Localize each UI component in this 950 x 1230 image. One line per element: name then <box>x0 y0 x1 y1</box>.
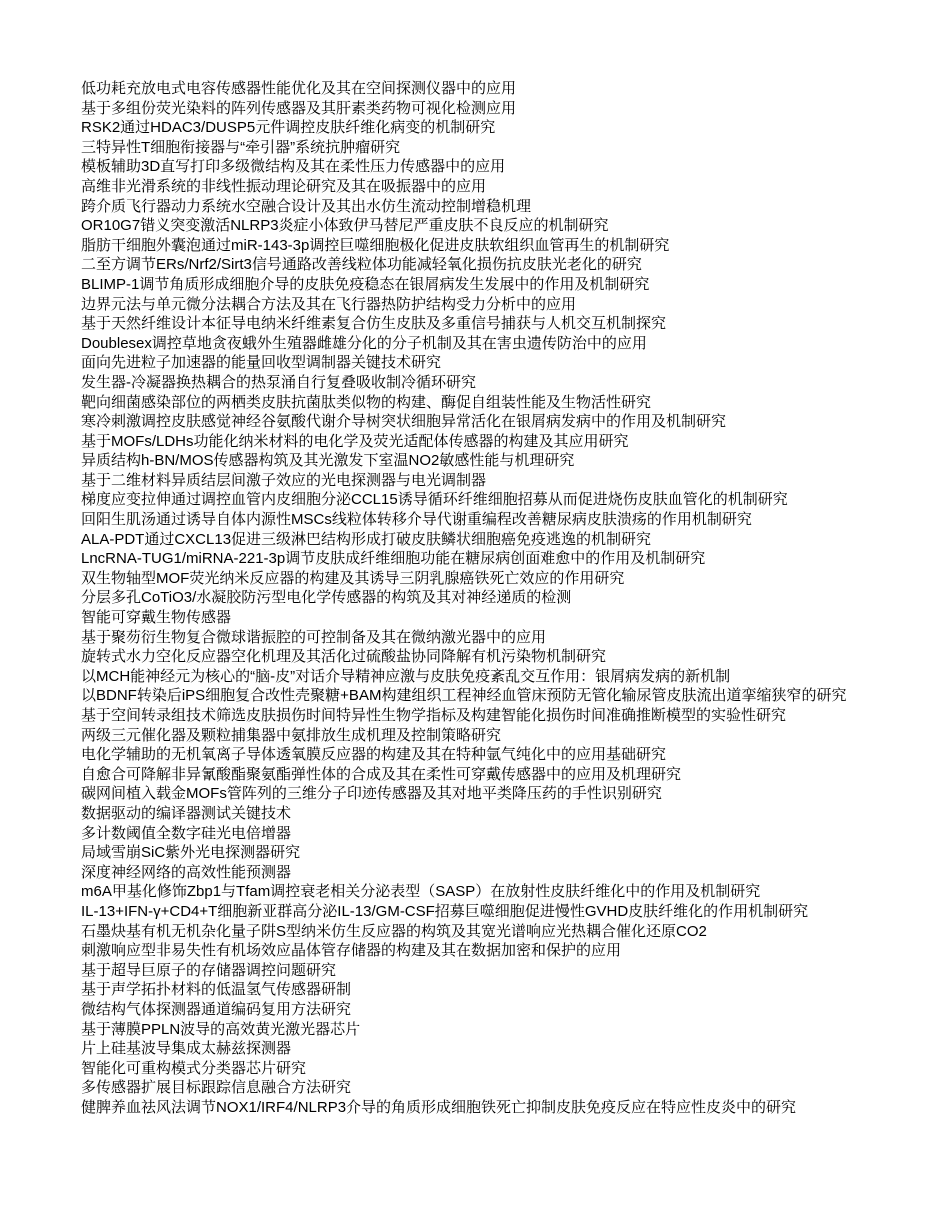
project-title: IL-13+IFN-γ+CD4+T细胞新亚群高分泌IL-13/GM-CSF招募巨噬细胞促进慢性GVHD皮肤纤维化的作用机制研究 <box>81 902 809 920</box>
project-title: OR10G7错义突变激活NLRP3炎症小体致伊马替尼严重皮肤不良反应的机制研究 <box>81 217 609 235</box>
project-title: 回阳生肌汤通过诱导自体内源性MSCs线粒体转移介导代谢重编程改善糖尿病皮肤溃疡的作用机制研究 <box>81 511 752 529</box>
project-title: 微结构气体探测器通道编码复用方法研究 <box>81 1000 352 1018</box>
project-title: 健脾养血祛风法调节NOX1/IRF4/NLRP3介导的角质形成细胞铁死亡抑制皮肤免疫反应在特应性皮炎中的研究 <box>81 1098 797 1116</box>
project-title: 面向先进粒子加速器的能量回收型调制器关键技术研究 <box>81 354 442 372</box>
project-title: 低功耗充放电式电容传感器性能优化及其在空间探测仪器中的应用 <box>81 80 517 97</box>
project-title: 高维非光滑系统的非线性振动理论研究及其在吸振器中的应用 <box>81 177 487 195</box>
project-title: m6A甲基化修饰Zbp1与Tfam调控衰老相关分泌表型（SASP）在放射性皮肤纤维化中的作用及机制研究 <box>81 883 761 901</box>
project-title: 基于聚芴衍生物复合微球谐振腔的可控制备及其在微纳激光器中的应用 <box>81 628 547 646</box>
project-title: 基于MOFs/LDHs功能化纳米材料的电化学及荧光适配体传感器的构建及其应用研究 <box>81 432 629 450</box>
project-title: 跨介质飞行器动力系统水空融合设计及其出水仿生流动控制增稳机理 <box>81 197 532 215</box>
project-title: 刺激响应型非易失性有机场效应晶体管存储器的构建及其在数据加密和保护的应用 <box>81 942 622 960</box>
project-title: 深度神经网络的高效性能预测器 <box>81 863 292 881</box>
project-title: 多传感器扩展目标跟踪信息融合方法研究 <box>81 1079 352 1097</box>
project-title: 电化学辅助的无机氧离子导体透氧膜反应器的构建及其在特种氩气纯化中的应用基础研究 <box>81 746 667 764</box>
project-title: 两级三元催化器及颗粒捕集器中氨排放生成机理及控制策略研究 <box>81 726 502 744</box>
project-title: 发生器-冷凝器换热耦合的热泵涌自行复叠吸收制冷循环研究 <box>81 373 476 391</box>
project-title: 自愈合可降解非异氰酸酯聚氨酯弹性体的合成及其在柔性可穿戴传感器中的应用及机理研究 <box>81 765 682 783</box>
project-title: Doublesex调控草地贪夜蛾外生殖器雌雄分化的分子机制及其在害虫遗传防治中的应用 <box>81 334 647 352</box>
project-title: 石墨炔基有机无机杂化量子阱S型纳米仿生反应器的构筑及其宽光谱响应光热耦合催化还原CO2 <box>81 922 707 940</box>
project-title: 脂肪干细胞外囊泡通过miR-143-3p调控巨噬细胞极化促进皮肤软组织血管再生的机制研究 <box>81 236 670 254</box>
project-title: 片上硅基波导集成太赫兹探测器 <box>81 1040 292 1058</box>
project-title: RSK2通过HDAC3/DUSP5元件调控皮肤纤维化病变的机制研究 <box>81 119 496 137</box>
project-title: 三特异性T细胞衔接器与“牵引器”系统抗肿瘤研究 <box>81 138 401 156</box>
project-title: 分层多孔CoTiO3/水凝胶防污型电化学传感器的构筑及其对神经递质的检测 <box>81 589 572 607</box>
project-title: LncRNA-TUG1/miRNA-221-3p调节皮肤成纤维细胞功能在糖尿病创面难愈中的作用及机制研究 <box>81 550 706 568</box>
project-title-list <box>81 79 855 1117</box>
project-title: 碳网间植入载金MOFs管阵列的三维分子印迹传感器及其对地平类降压药的手性识别研究 <box>81 785 662 803</box>
project-title: 靶向细菌感染部位的两栖类皮肤抗菌肽类似物的构建、酶促自组装性能及生物活性研究 <box>81 393 652 411</box>
project-title: 局域雪崩SiC紫外光电探测器研究 <box>81 844 301 862</box>
project-title: 以BDNF转染后iPS细胞复合改性壳聚糖+BAM构建组织工程神经血管床预防无管化输尿管皮肤流出道挛缩狭窄的研究 <box>81 687 847 705</box>
project-title: BLIMP-1调节角质形成细胞介导的皮肤免疫稳态在银屑病发生发展中的作用及机制研究 <box>81 275 650 293</box>
project-title: 基于空间转录组技术筛选皮肤损伤时间特异性生物学指标及构建智能化损伤时间准确推断模型的实验性研究 <box>81 707 787 724</box>
project-title: 边界元法与单元微分法耦合方法及其在飞行器热防护结构受力分析中的应用 <box>81 295 577 313</box>
project-title: 数据驱动的编译器测试关键技术 <box>81 804 292 822</box>
project-title: 模板辅助3D直写打印多级微结构及其在柔性压力传感器中的应用 <box>81 158 506 176</box>
project-title: 二至方调节ERs/Nrf2/Sirt3信号通路改善线粒体功能减轻氧化损伤抗皮肤光老化的研究 <box>81 256 642 274</box>
project-title: 以MCH能神经元为核心的“脑-皮”对话介导精神应激与皮肤免疫紊乱交互作用：银屑病发病的新机制 <box>81 667 731 685</box>
project-title: 异质结构h-BN/MOS传感器构筑及其光激发下室温NO2敏感性能与机理研究 <box>81 452 575 470</box>
project-title: ALA-PDT通过CXCL13促进三级淋巴结构形成打破皮肤鳞状细胞癌免疫逃逸的机制研究 <box>81 530 652 548</box>
project-title: 基于多组份荧光染料的阵列传感器及其肝素类药物可视化检测应用 <box>81 99 517 117</box>
project-title: 旋转式水力空化反应器空化机理及其活化过硫酸盐协同降解有机污染物机制研究 <box>81 648 607 666</box>
project-title: 寒冷刺激调控皮肤感觉神经谷氨酸代谢介导树突状细胞异常活化在银屑病发病中的作用及机制研究 <box>81 413 727 431</box>
project-title: 基于二维材料异质结层间激子效应的光电探测器与电光调制器 <box>81 471 487 489</box>
project-title: 梯度应变拉伸通过调控血管内皮细胞分泌CCL15诱导循环纤维细胞招募从而促进烧伤皮肤血管化的机制研究 <box>81 491 788 509</box>
project-title: 智能可穿戴生物传感器 <box>81 609 232 627</box>
project-title: 基于薄膜PPLN波导的高效黄光激光器芯片 <box>81 1020 361 1038</box>
project-title: 智能化可重构模式分类器芯片研究 <box>81 1059 307 1077</box>
project-title: 基于超导巨原子的存储器调控问题研究 <box>81 961 337 979</box>
project-title: 基于声学拓扑材料的低温氢气传感器研制 <box>81 981 352 999</box>
project-title: 双生物轴型MOF荧光纳米反应器的构建及其诱导三阴乳腺癌铁死亡效应的作用研究 <box>81 569 625 587</box>
project-title: 多计数阈值全数字硅光电倍增器 <box>81 824 292 842</box>
project-title: 基于天然纤维设计本征导电纳米纤维素复合仿生皮肤及多重信号捕获与人机交互机制探究 <box>81 315 667 333</box>
